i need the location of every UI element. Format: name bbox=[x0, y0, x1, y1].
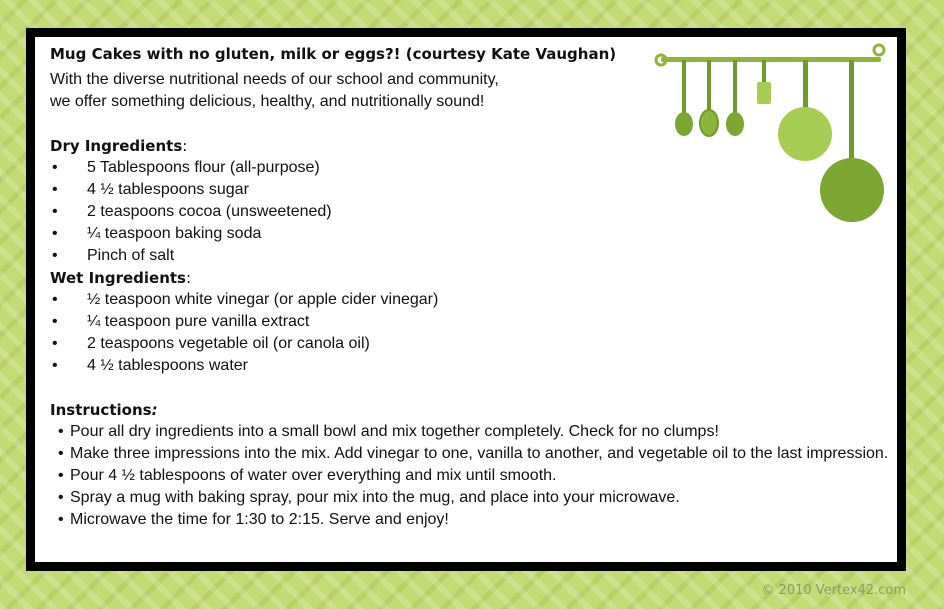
list-item: • Pour all dry ingredients into a small bowl and mix together completely. Check for no clumps! bbox=[50, 421, 900, 443]
spoon-handle bbox=[682, 60, 686, 115]
spoon-icon bbox=[726, 112, 744, 136]
list-item: • 4 ½ tablespoons sugar bbox=[50, 179, 900, 201]
rail-end-right bbox=[874, 45, 884, 55]
wet-heading-colon: : bbox=[185, 269, 192, 287]
list-item: • Spray a mug with baking spray, pour mix into the mug, and place into your microwave. bbox=[50, 487, 900, 509]
list-item: • ¼ teaspoon baking soda bbox=[50, 223, 900, 245]
wet-ingredients-heading bbox=[50, 267, 900, 289]
list-item: • 2 teaspoons vegetable oil (or canola oil) bbox=[50, 333, 900, 355]
intro-line-1: With the diverse nutritional needs of our school and community, bbox=[50, 71, 499, 88]
instructions-heading-text: Instructions bbox=[50, 401, 152, 419]
spoon-icon bbox=[675, 112, 693, 136]
small-pan-icon bbox=[778, 107, 832, 161]
utensil-rail bbox=[661, 57, 881, 62]
list-item: • Pinch of salt bbox=[50, 245, 900, 267]
pan-handle bbox=[803, 60, 808, 112]
list-item: • 5 Tablespoons flour (all-purpose) bbox=[50, 157, 900, 179]
list-item: • 4 ½ tablespoons water bbox=[50, 355, 900, 377]
dry-ingredients-heading-text: Dry Ingredients bbox=[50, 137, 183, 155]
spatula-handle bbox=[762, 60, 766, 82]
spatula-icon bbox=[757, 82, 771, 104]
whisk-icon bbox=[700, 110, 718, 136]
instructions-heading-colon: : bbox=[151, 401, 158, 419]
spacer bbox=[50, 377, 900, 399]
wet-ingredients-heading-text: Wet Ingredients bbox=[50, 269, 186, 287]
instructions-heading bbox=[50, 399, 900, 421]
copyright-text: © 2010 Vertex42.com bbox=[761, 583, 906, 598]
list-item: • Microwave the time for 1:30 to 2:15. Serve and enjoy! bbox=[50, 509, 900, 531]
dry-heading-colon: : bbox=[182, 137, 188, 155]
hanging-utensils-icon bbox=[651, 40, 891, 230]
spoon-handle bbox=[733, 60, 737, 115]
large-pan-icon bbox=[820, 158, 884, 222]
list-item: • Pour 4 ½ tablespoons of water over everything and mix until smooth. bbox=[50, 465, 900, 487]
list-item: • ¼ teaspoon pure vanilla extract bbox=[50, 311, 900, 333]
list-item: • Make three impressions into the mix. Add vinegar to one, vanilla to another, and vegetable oil to the last impression. bbox=[50, 443, 900, 465]
whisk-handle bbox=[707, 60, 711, 112]
wet-ingredients-list bbox=[50, 289, 900, 377]
list-item: • ½ teaspoon white vinegar (or apple cider vinegar) bbox=[50, 289, 900, 311]
instructions-list bbox=[50, 421, 900, 531]
list-item: • 2 teaspoons cocoa (unsweetened) bbox=[50, 201, 900, 223]
pan-handle bbox=[849, 60, 854, 160]
intro-line-2: we offer something delicious, healthy, and nutritionally sound! bbox=[50, 93, 485, 110]
recipe-title: Mug Cakes with no gluten, milk or eggs?! (courtesy Kate Vaughan) bbox=[50, 45, 617, 63]
